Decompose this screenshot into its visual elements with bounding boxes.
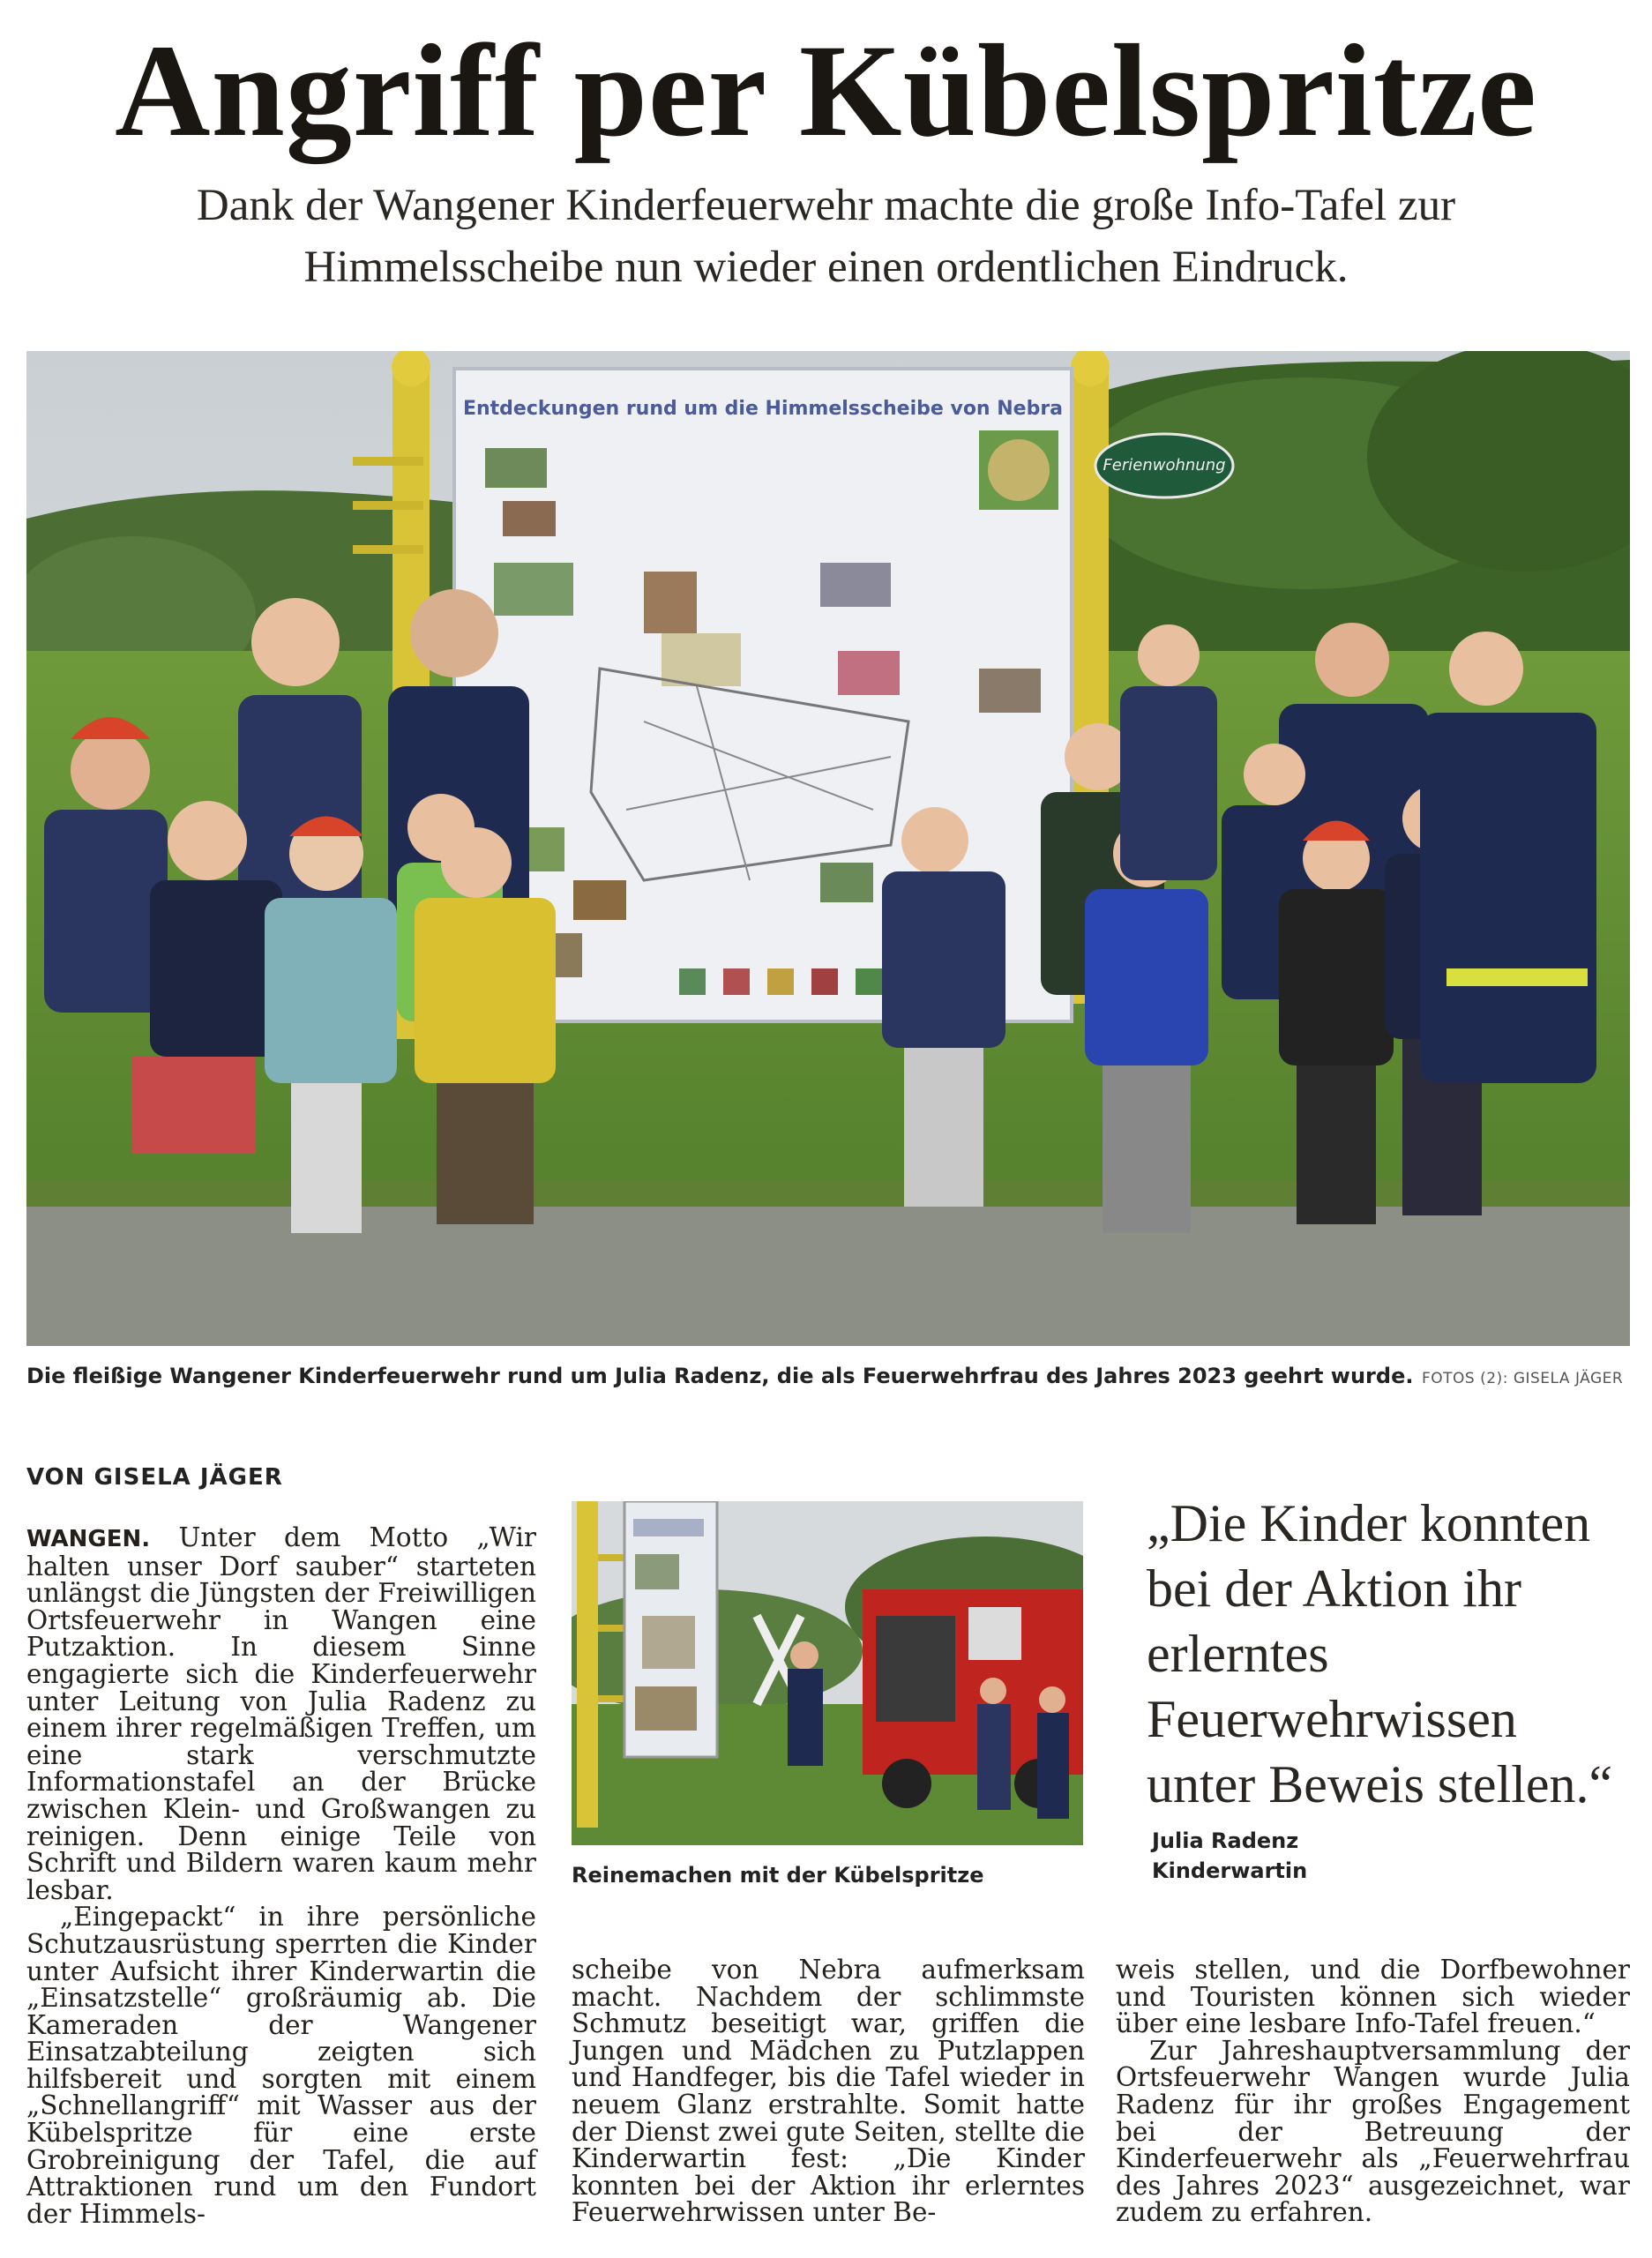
pull-quote: „Die Kinder konnten bei der Aktion ihr erlerntes Feuerwehrwissen unter Beweis stellen.“ [1147,1494,1613,1813]
paragraph-5: Zur Jahreshauptversammlung der Ortsfeuerwehr Wangen wurde Julia Radenz für ihr großes Engagement bei der Betreuung der Kinderfeuerwehr als „Feuerwehrfrau des Jahres 2023“ ausgezeichnet, war zudem zu erfahren. [1116,2035,1630,2228]
paragraph-4: weis stellen, und die Dorfbewohner und Touristen können sich wieder über eine lesbare Info-Tafel freuen.“ [1116,1955,1630,2039]
main-photo [26,351,1630,1346]
article-column-3 [1116,1956,1630,2226]
article-column-1 [26,1524,536,2227]
small-photo [572,1501,1083,1845]
paragraph-1: Unter dem Motto „Wir halten unser Dorf sauber“ starteten unlängst die Jüngsten der Freiwilligen Ortsfeuerwehr in Wangen eine Putzaktion. In diesem Sinne engagierte sich die Kinderfeuerwehr unter Leitung von Julia Radenz zu einem ihrer regelmäßigen Treffen, um eine stark verschmutzte Informationstafel an der Brücke zwischen Klein- und Großwangen zu reinigen. Denn einige Teile von Schrift und Bildern waren kaum mehr lesbar. [26,1522,536,1905]
small-photo-caption: Reinemachen mit der Kübelspritze [572,1863,984,1888]
board-title: Entdeckungen rund um die Himmelsscheibe von Nebra [462,398,1064,420]
paragraph-2: „Eingepackt“ in ihre persönliche Schutzausrüstung sperrten die Kinder unter Aufsicht ihrer Kinderwartin die „Einsatzstelle“ großräumig ab. Die Kameraden der Wangener Einsatzabteilung zeigten sich hilfsbereit und sorgten mit einem „Schnellangriff“ mit Wasser aus der Kübelspritze für eine erste Grobreinigung der Tafel, die auf Attraktionen rund um den Fundort der Himmels- [26,1902,536,2229]
byline: VON GISELA JÄGER [26,1464,283,1491]
article-column-2 [572,1956,1085,2226]
pull-quote-name: Julia Radenz [1152,1828,1299,1853]
photo-credit: FOTOS (2): GISELA JÄGER [1422,1370,1624,1387]
headline: Angriff per Kübelspritze [115,18,1537,164]
dateline: WANGEN. [26,1526,151,1552]
ferienwohnung-sign: Ferienwohnung [1103,456,1226,475]
subheadline: Dank der Wangener Kinderfeuerwehr machte die große Info-Tafel zur Himmelsscheibe nun wieder einen ordentlichen Eindruck. [196,181,1456,292]
main-photo-caption: Die fleißige Wangener Kinderfeuerwehr rund um Julia Radenz, die als Feuerwehrfrau des Jahres 2023 geehrt wurde. [26,1364,1414,1388]
paragraph-3: scheibe von Nebra aufmerksam macht. Nachdem der schlimmste Schmutz beseitigt war, griffen die Jungen und Mädchen zu Putzlappen und Handfeger, bis die Tafel wieder in neuem Glanz erstrahlte. Somit hatte der Dienst zwei gute Seiten, stellte die Kinderwartin fest: „Die Kinder konnten bei der Aktion ihr erlerntes Feuerwehrwissen unter Be- [572,1955,1085,2228]
pull-quote-role: Kinderwartin [1152,1858,1308,1883]
